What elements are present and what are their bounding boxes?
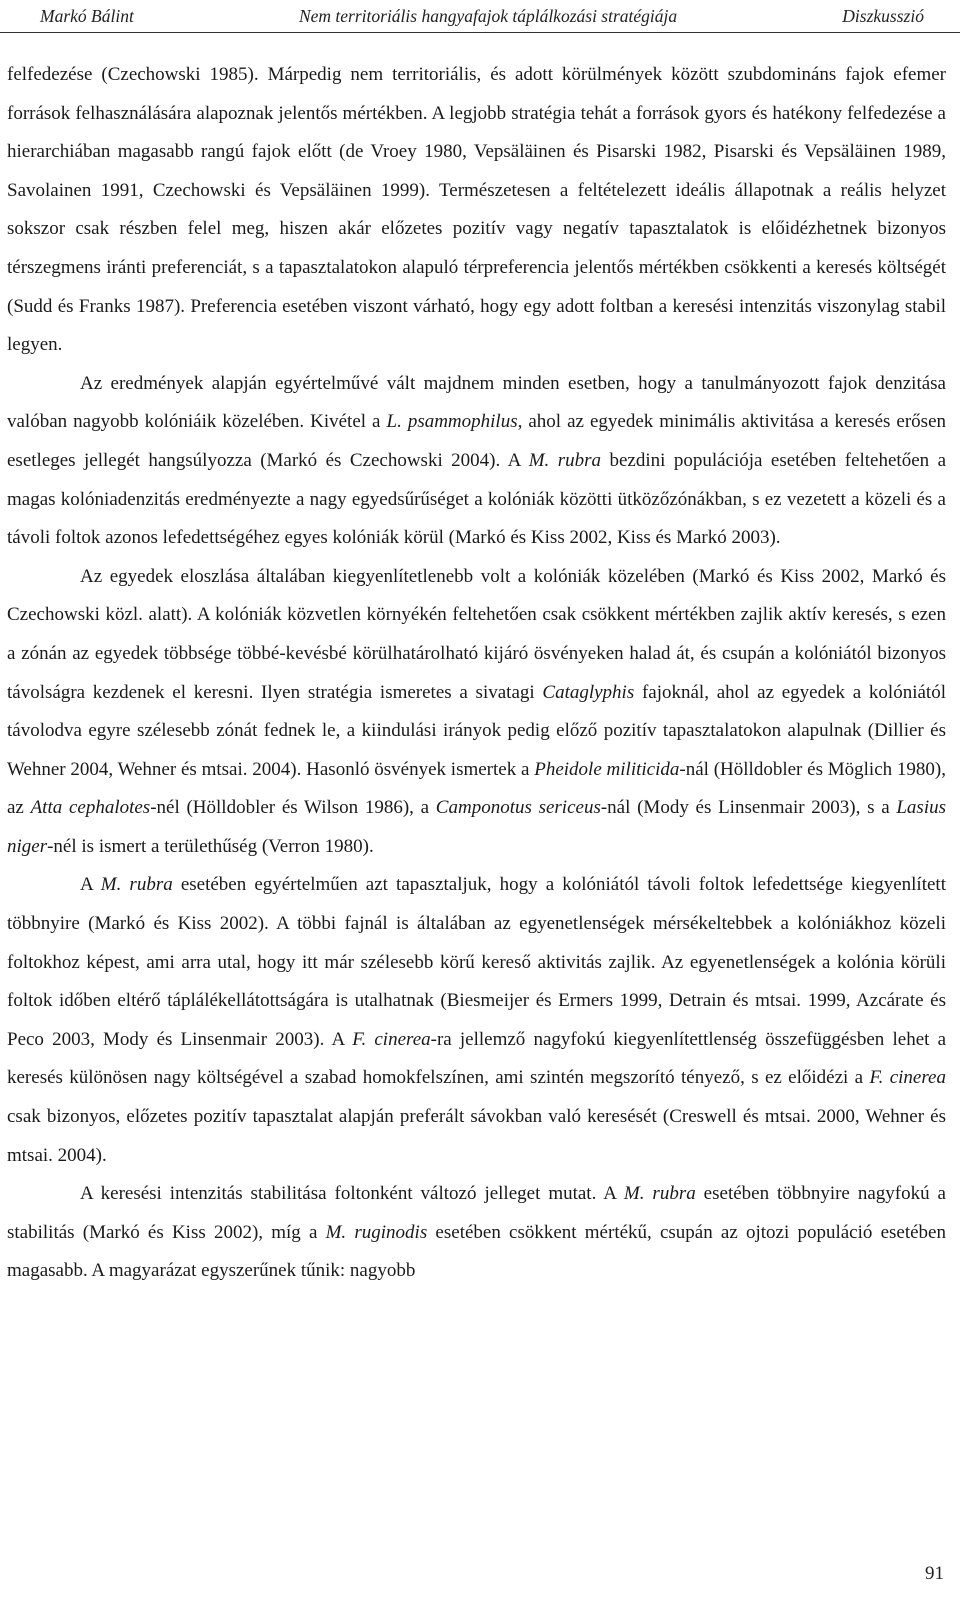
paragraph [7,365,946,558]
species-name: M. ruginodis [325,1221,428,1243]
species-name: Cataglyphis [542,681,635,703]
species-name: Pheidole militicida [534,758,680,780]
text-run: Az egyedek eloszlása általában kiegyenlítetlenebb volt a kolóniák közelében (Markó és Kiss 2002, Markó és Czechowski közl. alatt). A kolóniák közvetlen környékén feltehetően csak csökkent mértékben zajlik aktív keresés, s ezen a zónán az egyedek többsége többé-kevésbé körülhatárolható kijáró ösvényeken halad át, és csupán a kolóniától bizonyos távolságra kezdenek el keresni. Ilyen stratégia ismeretes a sivatagi [7,565,946,703]
paragraph [7,866,946,1175]
paragraph [7,56,946,365]
text-run: esetében csökkent mértékű, csupán az ojtozi populáció esetében magasabb. A magyarázat egyszerűnek tűnik: nagyobb [7,1221,946,1282]
species-name: L. psammophilus [386,411,518,433]
header-author: Markó Bálint [40,5,134,26]
species-name: Lasius niger [7,797,946,857]
header-divider [0,32,960,33]
text-run: esetében többnyire nagyfokú a stabilitás (Markó és Kiss 2002), míg a [7,1183,946,1243]
paragraph [7,1175,946,1291]
text-run: csak bizonyos, előzetes pozitív tapasztalat alapján preferált sávokban való keresését (Creswell és mtsai. 2000, Wehner és mtsai. 2004). [7,1106,946,1166]
header-section: Diszkusszió [842,5,924,26]
species-name: M. rubra [623,1183,696,1205]
text-run: -nál (Hölldobler és Möglich 1980), az [7,758,947,819]
text-run: A keresési intenzitás stabilitása foltonként változó jelleget mutat. A [80,1183,624,1205]
text-run: bezdini populációja esetében feltehetően a magas kolóniadenzitás eredményezte a nagy egyedsűrűséget a kolóniák közötti ütközőzónákban, s ez vezetett a közeli és a távoli foltok azonos lefedettségéhez egyes kolóniák körül (Markó és Kiss 2002, Kiss és Markó 2003). [7,449,947,549]
text-run: -nél (Hölldobler és Wilson 1986), a [150,797,436,819]
paragraph [7,558,946,867]
text-run: A [80,874,101,896]
species-name: F. cinerea [352,1028,431,1050]
species-name: M. rubra [528,449,602,471]
text-run: -nál (Mody és Linsenmair 2003), s a [600,797,897,819]
running-header [40,0,924,32]
species-name: Atta cephalotes [30,797,151,819]
text-run: Az eredmények alapján egyértelművé vált majdnem minden esetben, hogy a tanulmányozott fajok denzitása valóban nagyobb kolóniáik közelében. Kivétel a [7,372,946,433]
species-name: M. rubra [100,874,173,896]
species-name: F. cinerea [869,1067,946,1089]
text-run: felfedezése (Czechowski 1985). Márpedig nem territoriális, és adott körülmények között szubdomináns fajok efemer források felhasználására alapoznak jelentős mértékben. A legjobb stratégia tehát a források gyors és hatékony felfedezése a hierarchiában magasabb rangú fajok előtt (de Vroey 1980, Vepsäläinen és Pisarski 1982, Pisarski és Vepsäläinen 1989, Savolainen 1991, Czechowski és Vepsäläinen 1999). Természetesen a feltételezett ideális állapotnak a reális helyzet sokszor csak részben felel meg, hiszen akár előzetes pozitív vagy negatív tapasztalatok is előidézhetnek bizonyos térszegmens iránti preferenciát, s a tapasztalatokon alapuló térpreferencia jelentős mértékben csökkenti a keresés költségét (Sudd és Franks 1987). Preferencia esetében viszont várható, hogy egy adott foltban a keresési intenzitás viszonylag stabil legyen. [7,64,946,356]
header-title: Nem territoriális hangyafajok táplálkozási stratégiája [298,5,678,26]
text-run: esetében egyértelműen azt tapasztaljuk, hogy a kolóniától távoli foltok lefedettsége kiegyenlített többnyire (Markó és Kiss 2002). A többi fajnál is általában az egyenetlenségek mérsékeltebbek a kolóniákhoz közeli foltokhoz képest, ami arra utal, hogy itt már szélesebb körű kereső aktivitás zajlik. Az egyenetlenségek a kolónia körüli foltok időben eltérő táplálékellátottságára is utalhatnak (Biesmeijer és Ermers 1999, Detrain és mtsai. 1999, Azcárate és Peco 2003, Mody és Linsenmair 2003). A [7,874,946,1050]
species-name: Camponotus sericeus [435,797,601,819]
body-text [7,56,946,1291]
text-run: -ra jellemző nagyfokú kiegyenlítettlenség összefüggésben lehet a keresés különösen nagy költségével a szabad homokfelszínen, ami szintén megszorító tényező, s ez előidézi a [7,1028,946,1089]
text-run: -nél is ismert a területhűség (Verron 1980). [47,835,374,857]
text-run: , ahol az egyedek minimális aktivitása a keresés erősen esetleges jellegét hangsúlyozza (Markó és Czechowski 2004). A [7,411,947,471]
text-run: fajoknál, ahol az egyedek a kolóniától távolodva egyre szélesebb zónát fednek le, a kiindulási irányok pedig előző pozitív tapasztalatokon alapulnak (Dillier és Wehner 2004, Wehner és mtsai. 2004). Hasonló ösvények ismertek a [7,681,946,780]
page-number: 91 [925,1563,944,1584]
